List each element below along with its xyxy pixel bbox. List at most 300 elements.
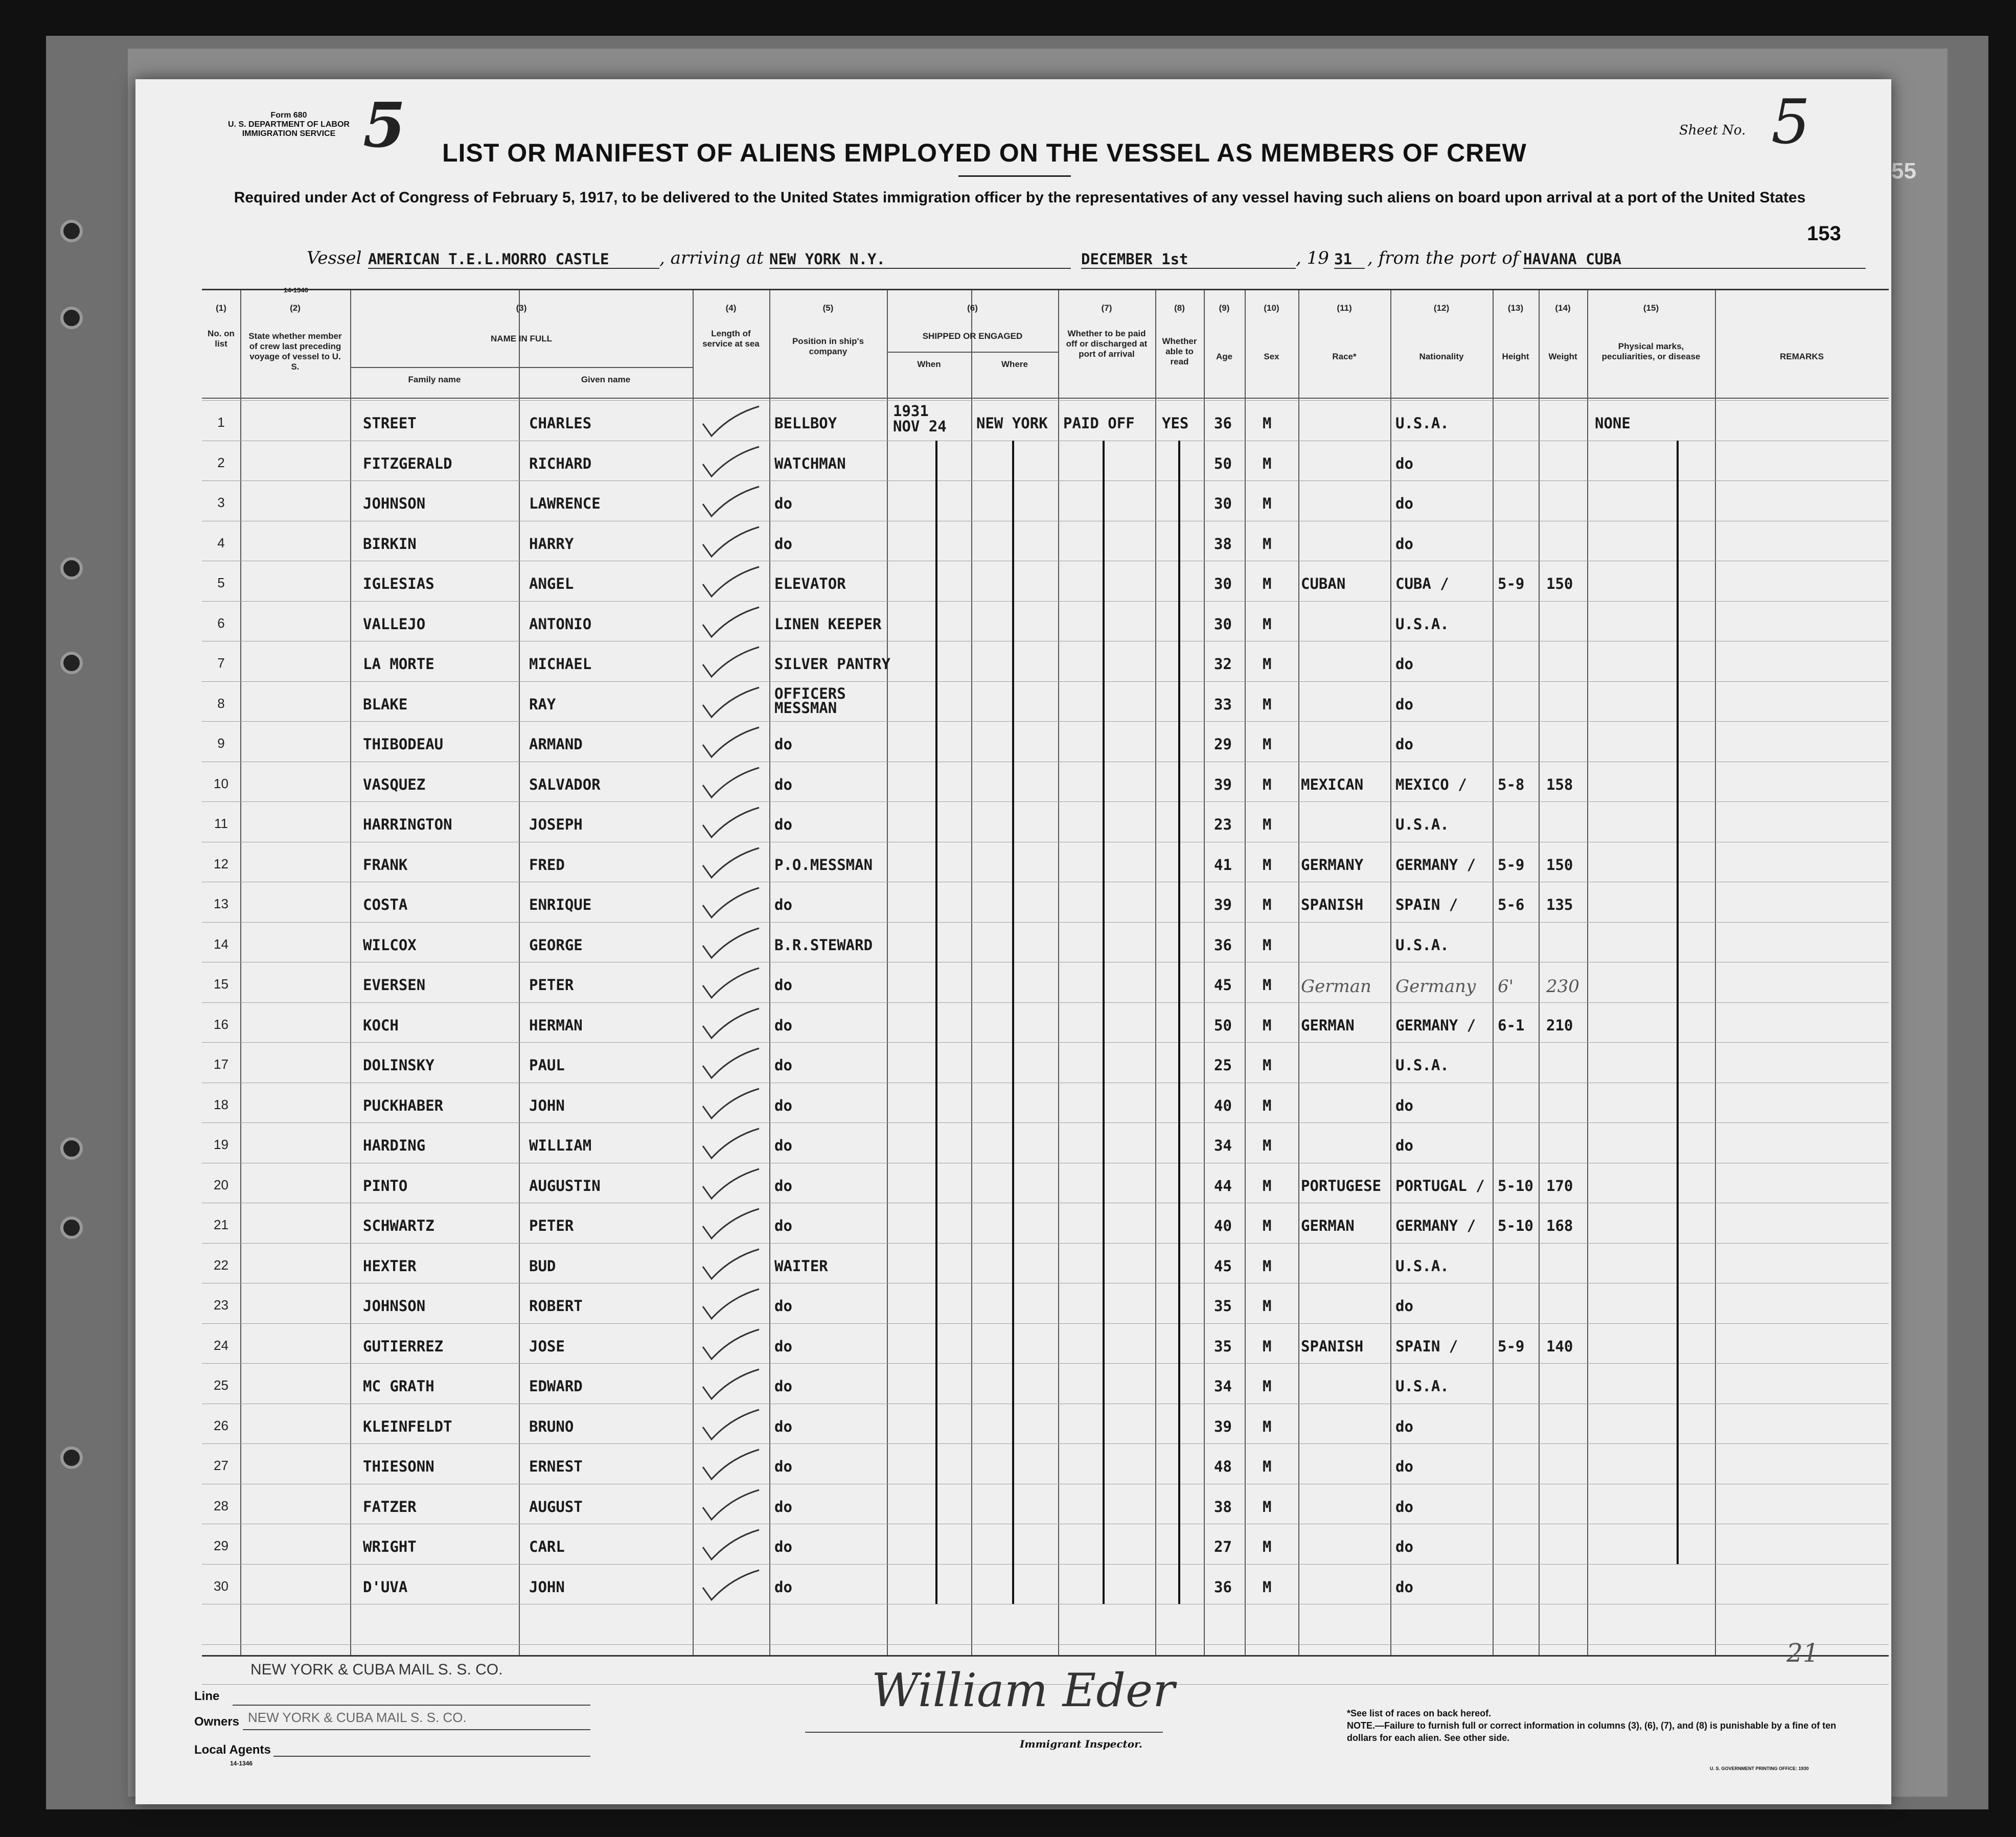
family-name: KLEINFELDT — [363, 1417, 452, 1435]
row-number: 7 — [217, 655, 225, 671]
position: do — [774, 1016, 792, 1034]
checkmark-icon — [700, 926, 762, 962]
height: 6-1 — [1498, 1016, 1525, 1034]
position: OFFICERS MESSMAN — [774, 684, 846, 717]
col-8-header: Whether able to read — [1162, 336, 1197, 366]
given-name: SALVADOR — [529, 775, 601, 793]
age: 23 — [1214, 816, 1232, 833]
race: German — [1301, 976, 1371, 997]
row-rule — [202, 480, 1889, 481]
given-name: ARMAND — [529, 736, 583, 753]
stamp-number: 153 — [1807, 222, 1841, 245]
line-label: Line — [194, 1689, 220, 1703]
age: 36 — [1214, 936, 1232, 954]
agents-ref: 14-1346 — [230, 1760, 253, 1767]
row-rule — [202, 1243, 1889, 1244]
nationality: Germany — [1395, 976, 1476, 997]
sex: M — [1263, 1217, 1272, 1234]
family-name: JOHNSON — [363, 495, 426, 512]
given-name: WILLIAM — [529, 1137, 592, 1154]
ditto-stroke — [1677, 441, 1679, 1564]
given-name: JOHN — [529, 1578, 565, 1596]
row-number: 25 — [214, 1377, 228, 1393]
shipped-when: 1931 NOV 24 — [893, 402, 947, 435]
age: 35 — [1214, 1297, 1232, 1315]
agents-rule — [273, 1756, 590, 1757]
binder-hole — [60, 1137, 83, 1160]
nationality: CUBA / — [1395, 575, 1449, 592]
age: 30 — [1214, 495, 1232, 512]
position: do — [774, 1177, 792, 1195]
able-to-read: YES — [1162, 415, 1189, 432]
line-stamp: NEW YORK & CUBA MAIL S. S. CO. — [250, 1661, 503, 1678]
race: SPANISH — [1301, 1337, 1364, 1355]
row-number: 3 — [217, 495, 225, 510]
checkmark-icon — [700, 1087, 762, 1122]
owners-stamp: NEW YORK & CUBA MAIL S. S. CO. — [248, 1710, 467, 1725]
position: do — [774, 1498, 792, 1515]
checkmark-icon — [700, 445, 762, 480]
col-4-number: (4) — [725, 303, 737, 313]
position: do — [774, 775, 792, 793]
position: WAITER — [774, 1257, 828, 1275]
col-11-number: (11) — [1337, 303, 1352, 313]
family-name: PUCKHABER — [363, 1096, 444, 1114]
nationality: do — [1395, 1297, 1413, 1315]
when-header: When — [917, 359, 941, 369]
row-number: 12 — [214, 856, 228, 871]
row-rule — [202, 601, 1889, 602]
nationality: U.S.A. — [1395, 415, 1449, 432]
position: do — [774, 1057, 792, 1074]
position: P.O.MESSMAN — [774, 856, 873, 874]
margin-number: 5 — [363, 89, 406, 162]
checkmark-icon — [700, 485, 762, 520]
age: 33 — [1214, 695, 1232, 713]
column-rule — [1245, 290, 1246, 1655]
col-2-number: (2) — [290, 303, 301, 313]
checkmark-icon — [700, 404, 762, 440]
nationality: do — [1395, 695, 1413, 713]
col-3-header: NAME IN FULL — [491, 334, 552, 343]
col-9-number: (9) — [1219, 303, 1230, 313]
column-rule — [1155, 290, 1156, 1655]
nationality: do — [1395, 454, 1413, 472]
col-15-header: Physical marks, peculiarities, or disease — [1601, 341, 1701, 361]
where-header: Where — [1001, 359, 1028, 369]
column-rule — [1587, 290, 1588, 1655]
row-number: 13 — [214, 896, 228, 911]
form-ref: 14-1346 — [284, 286, 308, 294]
given-name: BUD — [529, 1257, 556, 1275]
nationality: GERMANY / — [1395, 1217, 1476, 1234]
service: IMMIGRATION SERVICE — [242, 129, 336, 138]
given-name: ANTONIO — [529, 615, 592, 633]
col-14-header: Weight — [1548, 352, 1577, 361]
nationality: do — [1395, 1137, 1413, 1154]
sex: M — [1263, 976, 1272, 994]
owners-rule — [243, 1729, 590, 1730]
age: 39 — [1214, 1417, 1232, 1435]
weight: 140 — [1546, 1337, 1573, 1355]
from-label: , from the port of — [1367, 248, 1519, 268]
col-13-number: (13) — [1507, 303, 1524, 313]
family-name: VALLEJO — [363, 615, 426, 633]
title-rule — [958, 175, 1071, 177]
nationality: U.S.A. — [1395, 936, 1449, 954]
family-name: HEXTER — [363, 1257, 417, 1275]
sex: M — [1263, 816, 1272, 833]
checkmark-icon — [700, 1167, 762, 1203]
position: do — [774, 896, 792, 913]
race: GERMAN — [1301, 1016, 1355, 1034]
sex: M — [1263, 1257, 1272, 1275]
age: 38 — [1214, 1498, 1232, 1515]
nationality: do — [1395, 1096, 1413, 1114]
col-8-number: (8) — [1174, 303, 1185, 313]
checkmark-icon — [700, 1488, 762, 1524]
nationality: U.S.A. — [1395, 816, 1449, 833]
age: 29 — [1214, 736, 1232, 753]
sheet-number: 5 — [1771, 87, 1811, 158]
position: do — [774, 1578, 792, 1596]
age: 34 — [1214, 1377, 1232, 1395]
row-number: 27 — [214, 1458, 228, 1473]
header-rule — [202, 398, 1889, 399]
position: do — [774, 535, 792, 553]
sheet-label: Sheet No. — [1679, 123, 1746, 138]
checkmark-icon — [700, 1448, 762, 1483]
age: 45 — [1214, 976, 1232, 994]
nationality: U.S.A. — [1395, 1057, 1449, 1074]
sex: M — [1263, 856, 1272, 874]
family-name: VASQUEZ — [363, 775, 426, 793]
nationality: do — [1395, 736, 1413, 753]
column-rule — [1493, 290, 1494, 1655]
row-number: 30 — [214, 1578, 228, 1594]
position: LINEN KEEPER — [774, 615, 882, 633]
edge-number: 55 — [1891, 158, 1916, 183]
age: 38 — [1214, 535, 1232, 553]
checkmark-icon — [700, 1568, 762, 1604]
position: do — [774, 736, 792, 753]
age: 41 — [1214, 856, 1232, 874]
column-rule — [887, 290, 888, 1655]
sex: M — [1263, 1177, 1272, 1195]
sex: M — [1263, 1538, 1272, 1555]
col-10-number: (10) — [1264, 303, 1279, 313]
age: 36 — [1214, 415, 1232, 432]
signature-text: William Eder — [872, 1664, 1175, 1717]
row-number: 23 — [214, 1297, 228, 1313]
age: 48 — [1214, 1458, 1232, 1475]
nationality: do — [1395, 1538, 1413, 1555]
weight: 170 — [1546, 1177, 1573, 1195]
race: GERMANY — [1301, 856, 1364, 874]
checkmark-icon — [700, 1408, 762, 1443]
nationality: do — [1395, 1417, 1413, 1435]
ditto-stroke — [1178, 441, 1180, 1604]
checkmark-icon — [700, 846, 762, 882]
sex: M — [1263, 775, 1272, 793]
row-number: 1 — [217, 415, 225, 430]
given-name: FRED — [529, 856, 565, 874]
sex: M — [1263, 535, 1272, 553]
ditto-stroke — [1103, 441, 1105, 1604]
nationality: do — [1395, 655, 1413, 673]
row-rule — [202, 922, 1889, 923]
ditto-stroke — [935, 441, 937, 1604]
subtitle: Required under Act of Congress of February 5, 1917, to be delivered to the United States immigration officer by the representatives of any vessel having such aliens on board upon arrival at a port of the United States — [234, 189, 1806, 206]
given-name: PAUL — [529, 1057, 565, 1074]
sex: M — [1263, 495, 1272, 512]
family-name-header: Family name — [408, 375, 461, 384]
subheader-rule — [350, 367, 693, 368]
nationality: U.S.A. — [1395, 615, 1449, 633]
nationality: SPAIN / — [1395, 896, 1458, 913]
weight: 230 — [1546, 976, 1579, 997]
year-prefix: , 19 — [1296, 248, 1329, 268]
binder-hole — [60, 1446, 83, 1469]
sex: M — [1263, 1498, 1272, 1515]
col-1-header: No. on list — [208, 329, 235, 349]
subheader-rule — [887, 352, 1058, 353]
binder-hole — [60, 557, 83, 580]
nationality: do — [1395, 1458, 1413, 1475]
sex: M — [1263, 1096, 1272, 1114]
sex: M — [1263, 1377, 1272, 1395]
given-name: MICHAEL — [529, 655, 592, 673]
checkmark-icon — [700, 1287, 762, 1323]
family-name: PINTO — [363, 1177, 408, 1195]
row-number: 20 — [214, 1177, 228, 1192]
col-12-number: (12) — [1433, 303, 1450, 313]
given-name: BRUNO — [529, 1417, 574, 1435]
row-number: 14 — [214, 936, 228, 952]
given-name: CARL — [529, 1538, 565, 1555]
note-races: *See list of races on back hereof. — [1347, 1708, 1492, 1718]
family-name: LA MORTE — [363, 655, 434, 673]
shipped-where: NEW YORK — [976, 415, 1048, 432]
checkmark-icon — [700, 966, 762, 1002]
binder-hole — [60, 220, 83, 242]
age: 39 — [1214, 896, 1232, 913]
age: 50 — [1214, 454, 1232, 472]
position: do — [774, 1458, 792, 1475]
nationality: do — [1395, 1498, 1413, 1515]
checkmark-icon — [700, 1006, 762, 1042]
checkmark-icon — [700, 565, 762, 601]
given-name: GEORGE — [529, 936, 583, 954]
height: 5-8 — [1498, 775, 1525, 793]
sex: M — [1263, 695, 1272, 713]
col-6-number: (6) — [967, 303, 978, 313]
sex: M — [1263, 936, 1272, 954]
checkmark-icon — [700, 766, 762, 801]
paid-off: PAID OFF — [1063, 415, 1135, 432]
year-value: 31 — [1334, 250, 1365, 269]
age: 36 — [1214, 1578, 1232, 1596]
column-rule — [1058, 290, 1059, 1655]
column-rule — [350, 290, 351, 1655]
column-rule — [1390, 290, 1391, 1655]
checkmark-icon — [700, 725, 762, 761]
race: PORTUGESE — [1301, 1177, 1382, 1195]
row-rule — [202, 1564, 1889, 1565]
family-name: HARRINGTON — [363, 816, 452, 833]
position: SILVER PANTRY — [774, 655, 890, 673]
age: 44 — [1214, 1177, 1232, 1195]
family-name: JOHNSON — [363, 1297, 426, 1315]
family-name: STREET — [363, 415, 417, 432]
nationality: do — [1395, 495, 1413, 512]
family-name: IGLESIAS — [363, 575, 434, 592]
given-name: JOSE — [529, 1337, 565, 1355]
height: 5-9 — [1498, 575, 1525, 592]
inspector-label: Immigrant Inspector. — [1020, 1738, 1142, 1750]
arriving-value: NEW YORK N.Y. — [769, 250, 1071, 269]
sex: M — [1263, 575, 1272, 592]
checkmark-icon — [700, 1327, 762, 1363]
nationality: U.S.A. — [1395, 1257, 1449, 1275]
signature-rule — [805, 1732, 1163, 1733]
column-rule — [1715, 290, 1716, 1655]
given-name: PETER — [529, 976, 574, 994]
row-number: 18 — [214, 1096, 228, 1112]
col-14-number: (14) — [1555, 303, 1571, 313]
given-name: RAY — [529, 695, 556, 713]
sex: M — [1263, 736, 1272, 753]
row-number: 28 — [214, 1498, 228, 1513]
nationality: U.S.A. — [1395, 1377, 1449, 1395]
position: do — [774, 495, 792, 512]
column-rule — [769, 290, 770, 1655]
race: CUBAN — [1301, 575, 1346, 592]
ditto-stroke — [1012, 441, 1014, 1604]
weight: 135 — [1546, 896, 1573, 913]
row-number: 22 — [214, 1257, 228, 1273]
printer-line: U. S. GOVERNMENT PRINTING OFFICE: 1930 — [1710, 1766, 1809, 1771]
row-number: 15 — [214, 976, 228, 992]
age: 30 — [1214, 615, 1232, 633]
family-name: WRIGHT — [363, 1538, 417, 1555]
sex: M — [1263, 896, 1272, 913]
row-number: 17 — [214, 1057, 228, 1072]
from-port-value: HAVANA CUBA — [1523, 250, 1866, 269]
family-name: BIRKIN — [363, 535, 417, 553]
line-rule — [233, 1705, 590, 1706]
nationality: do — [1395, 535, 1413, 553]
sex: M — [1263, 1337, 1272, 1355]
row-rule — [202, 801, 1889, 802]
sex: M — [1263, 454, 1272, 472]
given-name-header: Given name — [581, 375, 631, 384]
family-name: D'UVA — [363, 1578, 408, 1596]
col-5-number: (5) — [822, 303, 834, 313]
given-name: ERNEST — [529, 1458, 583, 1475]
age: 35 — [1214, 1337, 1232, 1355]
row-number: 26 — [214, 1417, 228, 1433]
family-name: SCHWARTZ — [363, 1217, 434, 1234]
race: SPANISH — [1301, 896, 1364, 913]
height: 5-9 — [1498, 1337, 1525, 1355]
checkmark-icon — [700, 806, 762, 841]
race: MEXICAN — [1301, 775, 1364, 793]
col-9-header: Age — [1216, 352, 1233, 361]
column-rule — [971, 290, 972, 1655]
remarks-header: REMARKS — [1780, 352, 1824, 361]
column-rule — [693, 290, 694, 1655]
department: U. S. DEPARTMENT OF LABOR — [228, 120, 350, 129]
row-rule — [202, 1363, 1889, 1364]
column-rule — [519, 290, 520, 1655]
row-number: 29 — [214, 1538, 228, 1553]
sex: M — [1263, 415, 1272, 432]
inspector-signature — [872, 1664, 1175, 1717]
position: B.R.STEWARD — [774, 936, 873, 954]
col-5-header: Position in ship's company — [792, 336, 864, 356]
age: 45 — [1214, 1257, 1232, 1275]
col-7-number: (7) — [1101, 303, 1112, 313]
crew-table — [202, 289, 1889, 1657]
given-name: HARRY — [529, 535, 574, 553]
binder-hole — [60, 652, 83, 674]
form-number: Form 680 — [270, 111, 307, 120]
position: do — [774, 1096, 792, 1114]
sex: M — [1263, 1417, 1272, 1435]
age: 34 — [1214, 1137, 1232, 1154]
row-number: 24 — [214, 1337, 228, 1353]
col-2-header: State whether member of crew last preceding voyage of vessel to U. S. — [248, 331, 342, 372]
position: WATCHMAN — [774, 454, 846, 472]
checkmark-icon — [700, 1247, 762, 1283]
sex: M — [1263, 1016, 1272, 1034]
vessel-label: Vessel — [307, 248, 362, 268]
weight: 150 — [1546, 575, 1573, 592]
family-name: MC GRATH — [363, 1377, 434, 1395]
given-name: CHARLES — [529, 415, 592, 432]
age: 50 — [1214, 1016, 1232, 1034]
checkmark-icon — [700, 605, 762, 641]
row-rule — [202, 1443, 1889, 1444]
given-name: AUGUST — [529, 1498, 583, 1515]
owners-label: Owners — [194, 1715, 240, 1729]
row-rule — [202, 400, 1889, 401]
footnotes — [1347, 1707, 1858, 1744]
family-name: DOLINSKY — [363, 1057, 434, 1074]
nationality: GERMANY / — [1395, 1016, 1476, 1034]
given-name: RICHARD — [529, 454, 592, 472]
nationality: PORTUGAL / — [1395, 1177, 1485, 1195]
sex: M — [1263, 1137, 1272, 1154]
sex: M — [1263, 615, 1272, 633]
row-rule — [202, 1042, 1889, 1043]
row-rule — [202, 721, 1889, 722]
row-number: 11 — [214, 816, 228, 831]
col-10-header: Sex — [1264, 352, 1279, 361]
column-rule — [240, 290, 241, 1655]
page-mark: 21 — [1786, 1638, 1819, 1668]
weight: 210 — [1546, 1016, 1573, 1034]
column-rule — [1539, 290, 1540, 1655]
family-name: FRANK — [363, 856, 408, 874]
family-name: HARDING — [363, 1137, 426, 1154]
height: 5-9 — [1498, 856, 1525, 874]
position: do — [774, 1337, 792, 1355]
position: do — [774, 1417, 792, 1435]
height: 5-6 — [1498, 896, 1525, 913]
sex: M — [1263, 1297, 1272, 1315]
